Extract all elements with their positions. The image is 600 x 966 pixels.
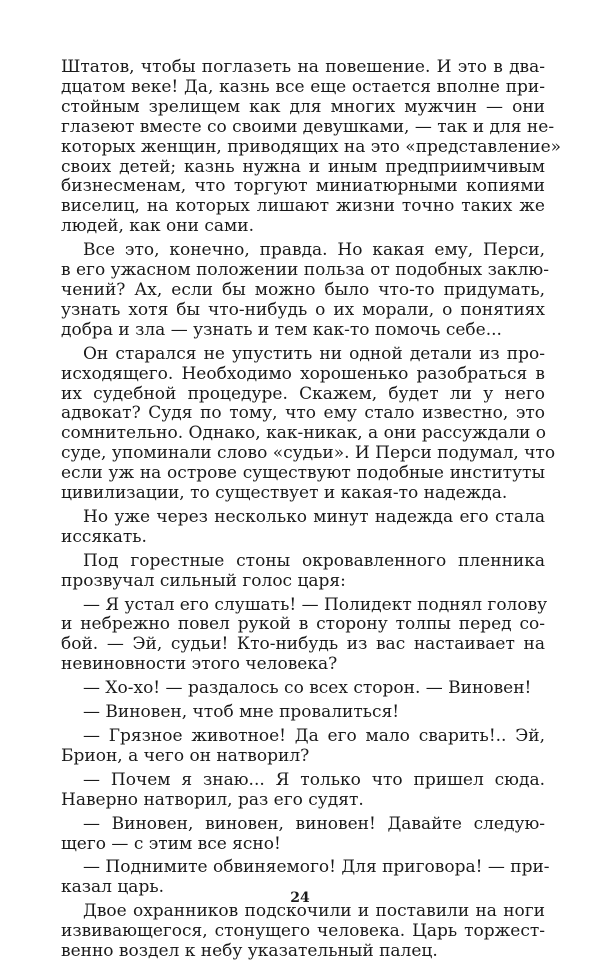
paragraph — [61, 552, 545, 592]
paragraph — [61, 508, 545, 548]
paragraph — [61, 727, 545, 767]
text-line: Штатов, чтобы поглазеть на повешение. И это в два- — [61, 57, 545, 77]
paragraph — [61, 343, 556, 504]
text-line: — Я устал его слушать! — Полидект поднял голову — [83, 594, 548, 615]
text-line: своих детей; казнь нужна и иным предприимчивым — [61, 156, 545, 177]
page-body — [61, 57, 562, 966]
text-line: сомнительно. Однако, как-никак, а они рассуждали о — [61, 423, 546, 444]
text-line: которых женщин, приводящих на это «представление» — [61, 136, 562, 157]
text-line: Под горестные стоны окровавленного пленника — [83, 550, 545, 571]
text-line: бой. — Эй, судьи! Кто-нибудь из вас настаивает на — [61, 634, 545, 655]
paragraph — [61, 771, 545, 811]
text-line: прозвучал сильный голос царя: — [61, 570, 346, 591]
text-line: чений? Ах, если бы можно было что-то придумать, — [61, 279, 545, 300]
text-line: бизнесменам, что торгуют миниатюрными копиями — [61, 176, 545, 197]
paragraph — [61, 902, 545, 962]
text-line: и небрежно повел рукой в сторону толпы перед со- — [61, 614, 545, 635]
paragraph — [61, 240, 549, 341]
text-line: добра и зла — узнать и тем как-то помочь себе... — [61, 319, 502, 340]
text-line: иссякать. — [61, 526, 147, 547]
text-line: — Грязное животное! Да его мало сварить!.. Эй, — [83, 726, 545, 746]
text-line: — Почем я знаю... Я только что пришел сюда. — [83, 769, 545, 790]
text-line: Он старался не упустить ни одной детали из про- — [83, 343, 545, 364]
text-line: извивающегося, стонущего человека. Царь торжест- — [61, 921, 545, 942]
paragraph — [61, 815, 545, 855]
text-line: — Хо-хо! — раздалось со всех сторон. — Виновен! — [83, 678, 532, 699]
text-line: Наверно натворил, раз его судят. — [61, 789, 364, 810]
text-line: Брион, а чего он натворил? — [61, 745, 310, 766]
text-line: — Виновен, чтоб мне провалиться! — [83, 702, 400, 723]
text-line: венно воздел к небу указательный палец. — [61, 941, 438, 962]
text-line: глазеют вместе со своими девушками, — так и для не- — [61, 116, 555, 137]
text-line: Двое охранников подскочили и поставили на ноги — [83, 901, 545, 922]
text-line: стойным зрелищем как для многих мужчин — они — [61, 96, 545, 117]
text-line: — Виновен, виновен, виновен! Давайте следую- — [83, 813, 545, 834]
text-line: — Поднимите обвиняемого! Для приговора! — при- — [83, 857, 550, 878]
text-line: адвокат? Судя по тому, что ему стало известно, это — [61, 403, 545, 424]
text-line: казал царь. — [61, 877, 164, 898]
text-line: суде, упоминали слово «судьи». И Перси подумал, что — [61, 443, 556, 464]
text-line: их судебной процедуре. Скажем, будет ли у него — [61, 383, 545, 404]
text-column — [61, 57, 562, 962]
paragraph — [61, 57, 562, 237]
text-line: Но уже через несколько минут надежда его стала — [83, 506, 545, 527]
paragraph — [61, 679, 545, 699]
page-number: 24 — [290, 890, 310, 906]
text-line: цивилизации, то существует и какая-то надежда. — [61, 483, 508, 504]
text-line: щего — с этим все ясно! — [61, 833, 281, 854]
paragraph — [61, 594, 548, 676]
text-line: в его ужасном положении польза от подобных заклю- — [61, 260, 549, 281]
text-line: если уж на острове существуют подобные институты — [61, 463, 545, 484]
text-line: невиновности этого человека? — [61, 654, 338, 675]
text-line: узнать хотя бы что-нибудь о их морали, о понятиях — [61, 299, 545, 320]
text-line: Все это, конечно, правда. Но какая ему, Перси, — [83, 240, 545, 261]
text-line: людей, как они сами. — [61, 216, 254, 237]
text-line: исходящего. Необходимо хорошенько разобраться в — [61, 363, 545, 384]
paragraph — [61, 703, 545, 723]
text-line: виселиц, на которых лишают жизни точно таких же — [61, 196, 545, 217]
text-line: дцатом веке! Да, казнь все еще остается вполне при- — [61, 76, 545, 97]
